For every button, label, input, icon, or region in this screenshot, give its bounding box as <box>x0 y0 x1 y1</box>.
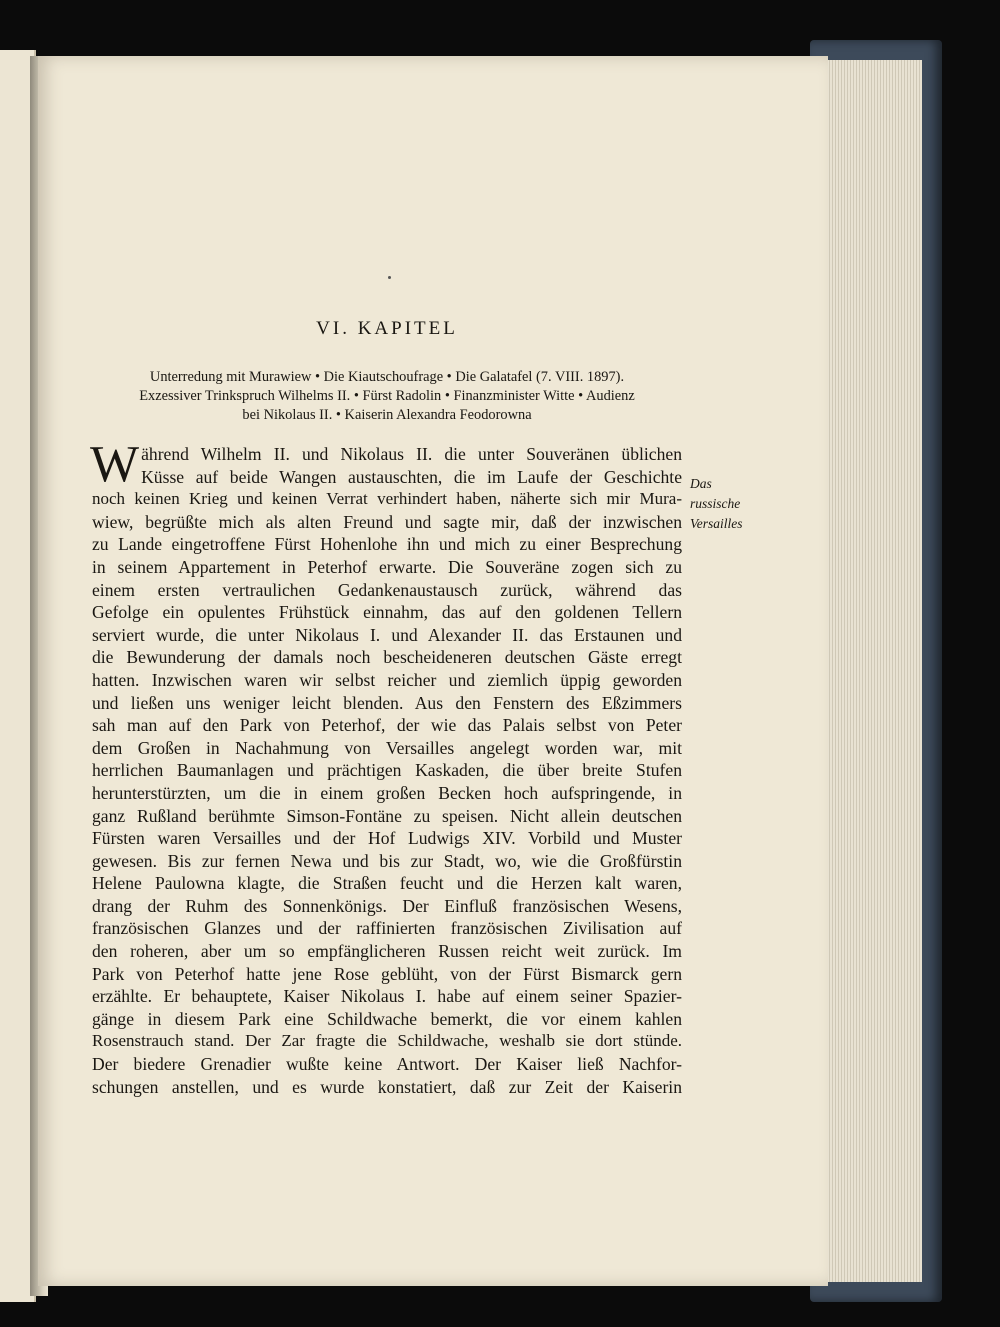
text-line: Helene Paulowna klagte, die Straßen feucht und die Herzen kalt waren, <box>92 873 682 894</box>
text-line: den roheren, aber um so empfänglicheren Russen reicht weit zurück. Im <box>92 941 682 962</box>
margin-note-line: Das <box>690 476 712 491</box>
text-line: herunterstürzten, um die in einem großen Becken hoch aufspringende, in <box>92 782 682 803</box>
text-line: in seinem Appartement in Peterhof erwarte. Die Souveräne zogen sich zu <box>92 556 682 577</box>
text-line: serviert wurde, die unter Nikolaus I. und Alexander II. das Erstaunen und <box>92 624 682 645</box>
speck <box>388 276 391 279</box>
text-line: erzählte. Er behauptete, Kaiser Nikolaus I. habe auf einem seiner Spazier- <box>92 986 682 1007</box>
text-line: schungen anstellen, und es wurde konstatiert, daß zur Zeit der Kaiserin <box>92 1076 682 1097</box>
summary-line: Exzessiver Trinkspruch Wilhelms II. • Fürst Radolin • Finanzminister Witte • Audienz <box>139 388 635 404</box>
text-line: Park von Peterhof hatte jene Rose geblüht, von der Fürst Bismarck gern <box>92 963 682 984</box>
text-line: Fürsten waren Versailles und der Hof Ludwigs XIV. Vorbild und Muster <box>92 828 682 849</box>
text-line: Gefolge ein opulentes Frühstück einnahm, das auf den goldenen Tellern <box>92 602 682 623</box>
text-line: wiew, begrüßte mich als alten Freund und sagte mir, daß der inzwischen <box>92 511 682 532</box>
text-line: noch keinen Krieg und keinen Verrat verhindert haben, näherte sich mir Mura- <box>92 489 682 509</box>
text-line: herrlichen Baumanlagen und prächtigen Kaskaden, die über breite Stufen <box>92 760 682 781</box>
page-edges <box>818 60 922 1282</box>
text-line: einem ersten vertraulichen Gedankenaustausch zurück, während das <box>92 579 682 600</box>
text-line: die Bewunderung der damals noch bescheideneren deutschen Gäste erregt <box>92 647 682 668</box>
margin-note-line: Versailles <box>690 516 743 531</box>
text-line: Rosenstrauch stand. Der Zar fragte die Schildwache, weshalb sie dort stünde. <box>92 1031 682 1051</box>
body-text <box>90 436 682 1098</box>
text-line: zu Lande eingetroffene Fürst Hohenlohe ihn und mich zu einer Besprechung <box>92 534 682 555</box>
text-line: Küsse auf beide Wangen austauschten, die im Laufe der Geschichte <box>141 466 682 487</box>
margin-note <box>690 474 770 534</box>
text-column <box>92 318 682 1098</box>
text-line: hatten. Inzwischen waren wir selbst reicher und ziemlich üppig geworden <box>92 669 682 690</box>
text-line: französischen Glanzes und der raffinierten französischen Zivilisation auf <box>92 918 682 939</box>
text-line: und ließen uns weniger leicht blenden. Aus den Fenstern des Eßzimmers <box>92 692 682 713</box>
text-line: dem Großen in Nachahmung von Versailles angelegt worden war, mit <box>92 737 682 758</box>
text-line: ährend Wilhelm II. und Nikolaus II. die unter Souveränen üblichen <box>141 444 682 464</box>
summary-line: bei Nikolaus II. • Kaiserin Alexandra Feodorowna <box>242 407 532 423</box>
margin-note-line: russische <box>690 496 741 511</box>
text-line: Der biedere Grenadier wußte keine Antwort. Der Kaiser ließ Nachfor- <box>92 1054 682 1075</box>
drop-cap: W <box>90 436 140 493</box>
right-page <box>38 56 828 1286</box>
chapter-summary <box>92 368 682 425</box>
text-line: drang der Ruhm des Sonnenkönigs. Der Einfluß französischen Wesens, <box>92 895 682 916</box>
text-line: ganz Rußland berühmte Simson-Fontäne zu speisen. Nicht allein deutschen <box>92 805 682 826</box>
summary-line: Unterredung mit Murawiew • Die Kiautschoufrage • Die Galatafel (7. VIII. 1897). <box>149 369 625 385</box>
text-line: sah man auf den Park von Peterhof, der wie das Palais selbst von Peter <box>92 715 682 736</box>
chapter-title: VI. KAPITEL <box>316 318 458 339</box>
text-line: gewesen. Bis zur fernen Newa und bis zur Stadt, wo, wie die Großfürstin <box>92 850 682 871</box>
text-line: gänge in diesem Park eine Schildwache bemerkt, die vor einem kahlen <box>92 1008 682 1029</box>
